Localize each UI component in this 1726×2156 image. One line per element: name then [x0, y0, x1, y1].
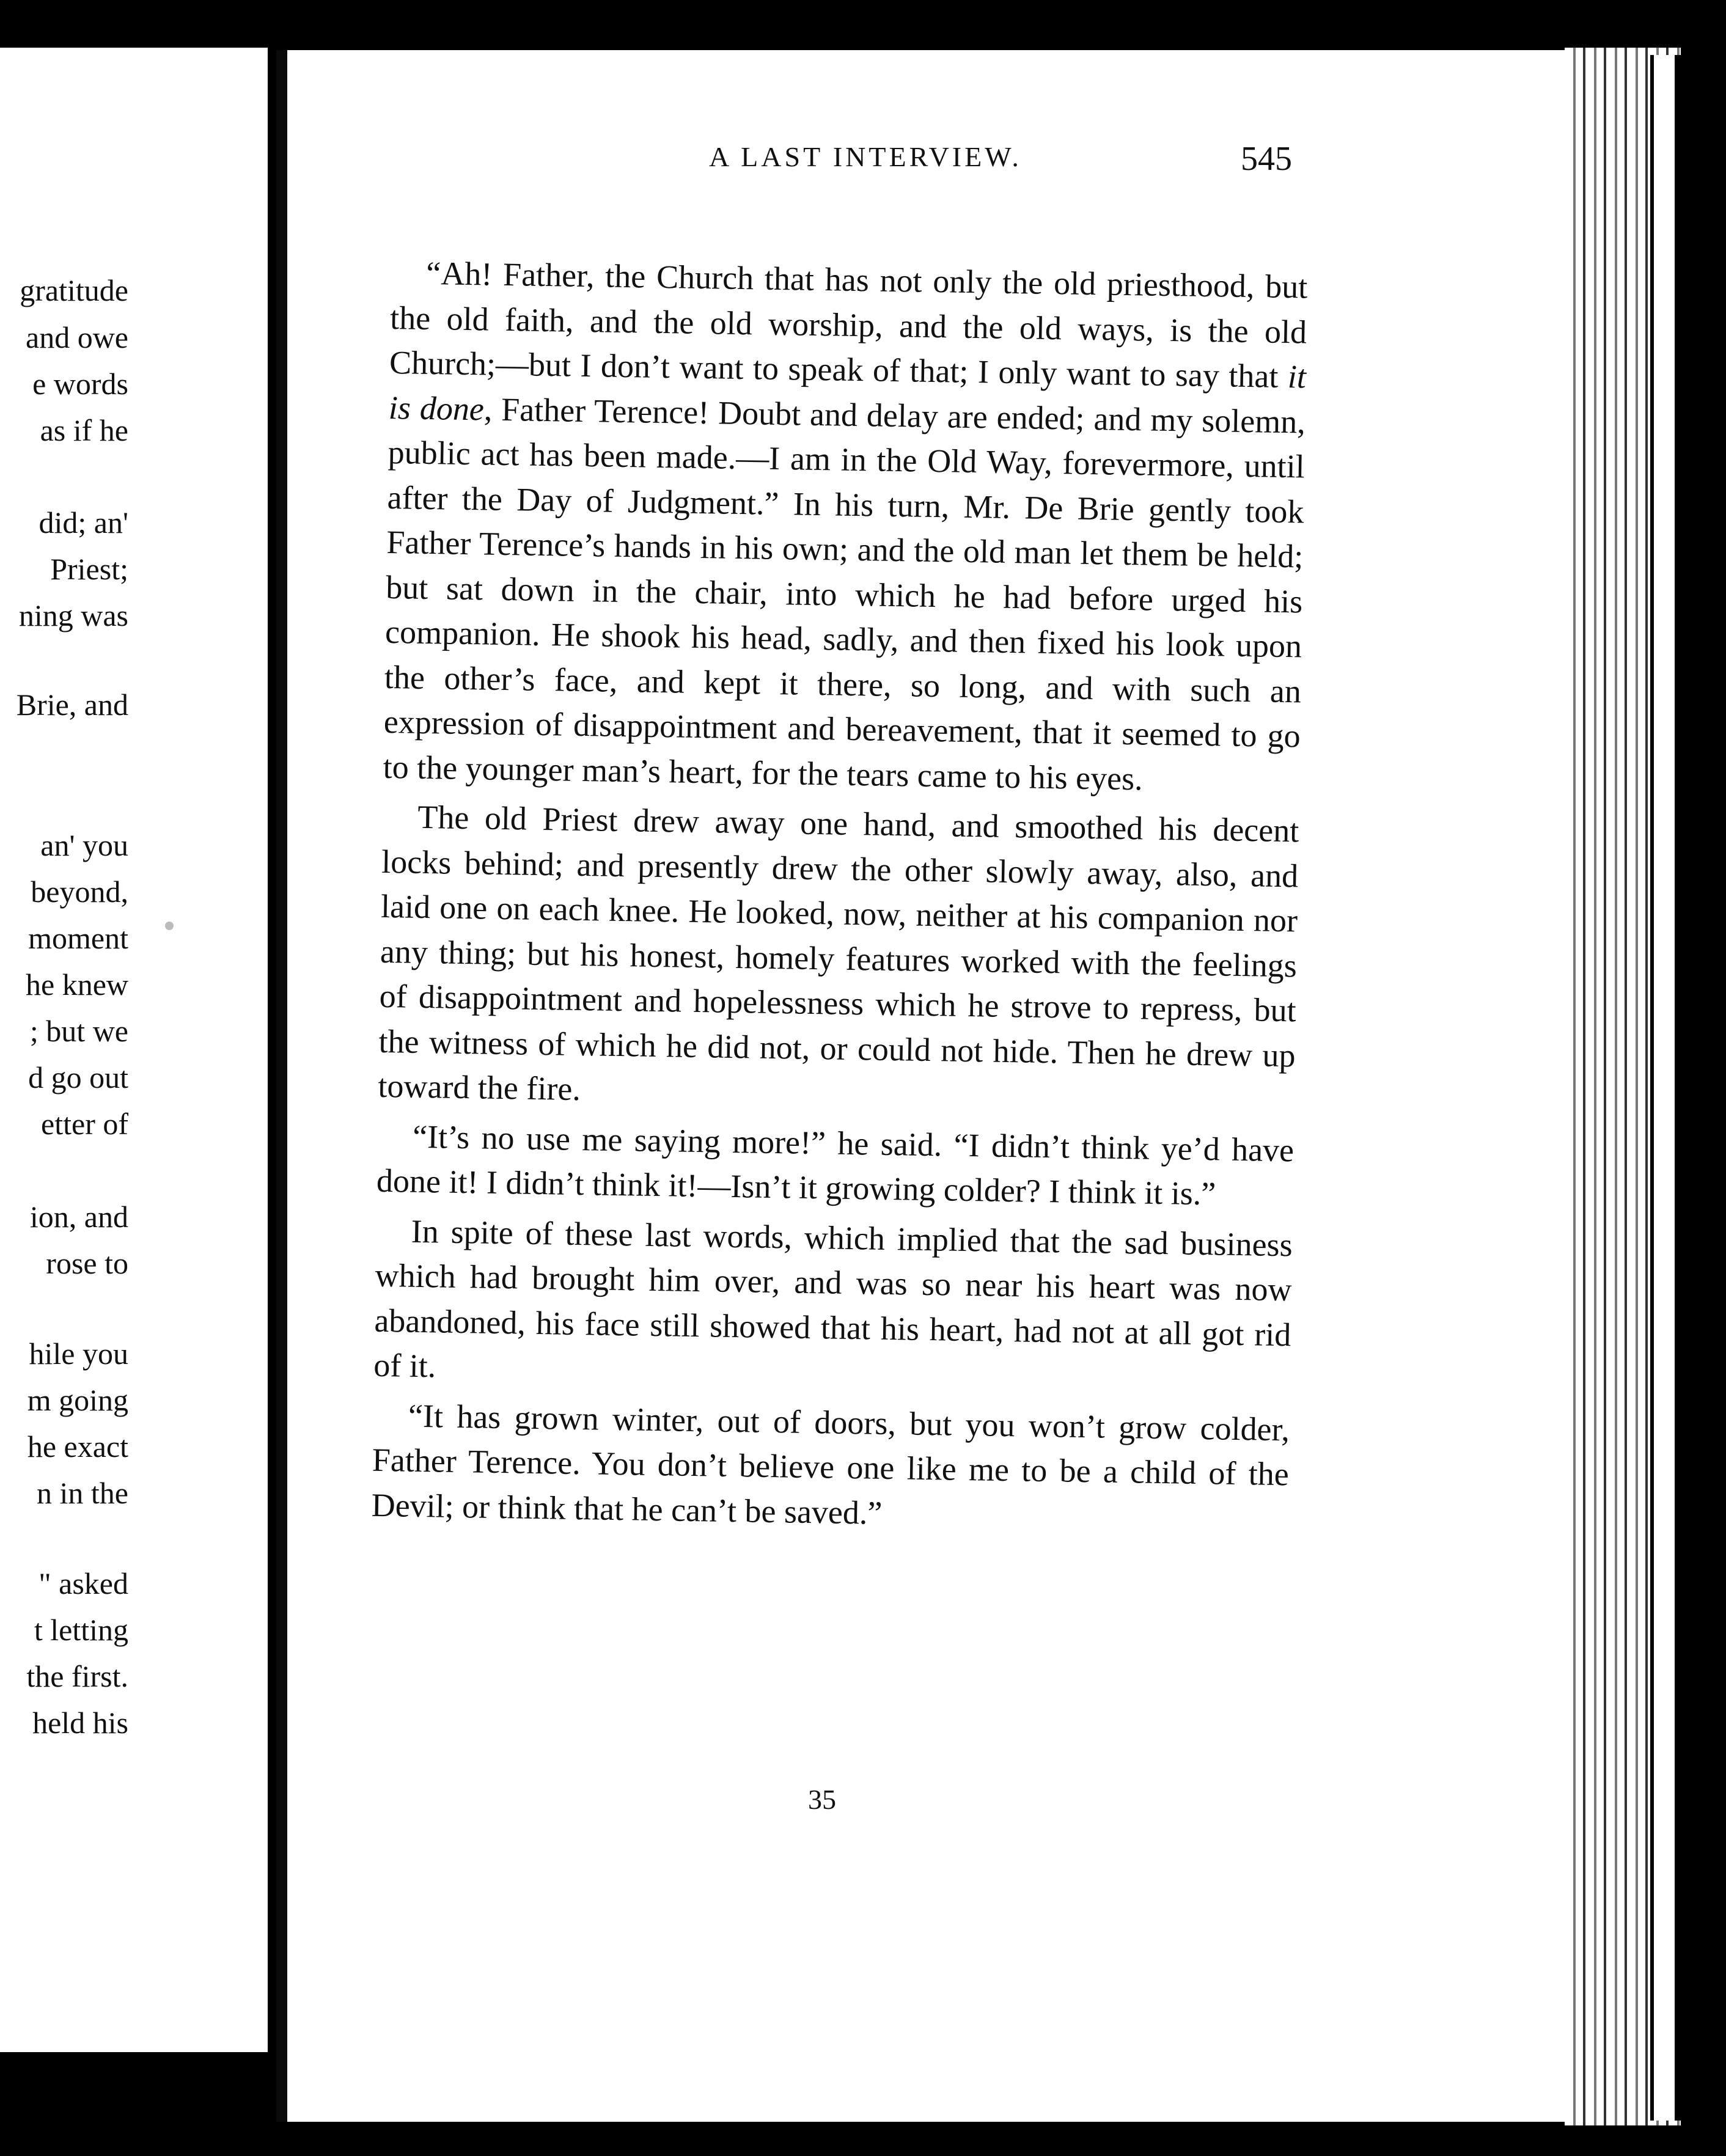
paragraph-4: In spite of these last words, which implied that the sad business which had brought him over, and was so near his heart was now abandoned, his face still showed that his heart, had not at all got rid of it. [373, 1212, 1293, 1385]
left-page-line: ion, and [29, 1200, 128, 1234]
left-page-line: and owe [26, 320, 128, 354]
left-page-line: ; but we [29, 1014, 128, 1048]
left-page-line: did; an' [39, 505, 128, 540]
left-page-line: " asked [39, 1566, 128, 1601]
left-page-line: d go out [28, 1060, 128, 1094]
left-page-line: n in the [37, 1476, 128, 1510]
running-head: A LAST INTERVIEW. [709, 141, 1022, 172]
left-page-line: moment [28, 921, 128, 955]
paragraph-1-part-2: , Father Terence! Doubt and delay are ended; and my solemn, public act has been made.—I am in the Old Way, forevermore, until after the Day of Judgment.” In his turn, Mr. De Brie gently took Father Terence’s hands in his own; and the old man let them be held; but sat down in the chair, into which he had before urged his companion. He shook his head, sadly, and then fixed his look upon the other’s face, and kept it there, so long, and with such an expression of disappointment and bereavement, that it seemed to go to the younger man’s heart, for the tears came to his eyes. [383, 390, 1306, 797]
paragraph-1 [383, 251, 1308, 804]
left-page-line: Priest; [50, 552, 128, 586]
left-page-line: beyond, [31, 875, 128, 909]
paragraph-1-italic: it is done [388, 358, 1307, 427]
left-page-line: e words [32, 367, 128, 401]
left-page-line: hile you [29, 1336, 128, 1371]
left-page-line: t letting [34, 1613, 128, 1647]
paragraph-2: The old Priest drew away one hand, and smoothed his decent locks behind; and presently drew the other slowly away, also, and laid one on each knee. He looked, now, neither at his companion nor any thing; but his honest, homely features worked with the feelings of disappointment and hopelessness which he strove to repress, but the witness of which he did not, or could not hide. Then he drew up toward the fire. [378, 798, 1299, 1108]
left-page-line: he exact [27, 1429, 128, 1464]
paragraph-3: “It’s no use me saying more!” he said. “I didn’t think ye’d have done it! I didn’t think it!—Isn’t it growing colder? I think it is.” [376, 1118, 1294, 1212]
left-page [0, 48, 268, 2052]
left-page-line: an' you [40, 828, 128, 862]
left-page-line: held his [32, 1706, 128, 1740]
left-page-line: etter of [41, 1107, 128, 1141]
left-page-line: ning was [18, 598, 128, 632]
left-page-line: he knew [26, 967, 128, 1002]
left-page-line: gratitude [20, 273, 128, 307]
left-page-line: m going [27, 1383, 128, 1417]
left-page-line: the first. [26, 1659, 128, 1693]
speck [165, 922, 174, 930]
paragraph-1-part-1: “Ah! Father, the Church that has not only the old priesthood, but the old faith, and the old worship, and the old ways, is the old Church;—but I don’t want to speak of that; I only want to say that [389, 254, 1308, 395]
body-text [371, 251, 1308, 1542]
paragraph-5: “It has grown winter, out of doors, but you won’t grow colder, Father Terence. You don’t believe one like me to be a child of the Devil; or think that he can’t be saved.” [371, 1397, 1290, 1531]
signature-mark: 35 [808, 1784, 836, 1815]
left-page-line: Brie, and [16, 688, 128, 722]
book-cover-edge [1650, 55, 1681, 2121]
page-number: 545 [1241, 140, 1292, 178]
left-page-line: as if he [40, 413, 128, 447]
left-page-line: rose to [46, 1246, 128, 1280]
